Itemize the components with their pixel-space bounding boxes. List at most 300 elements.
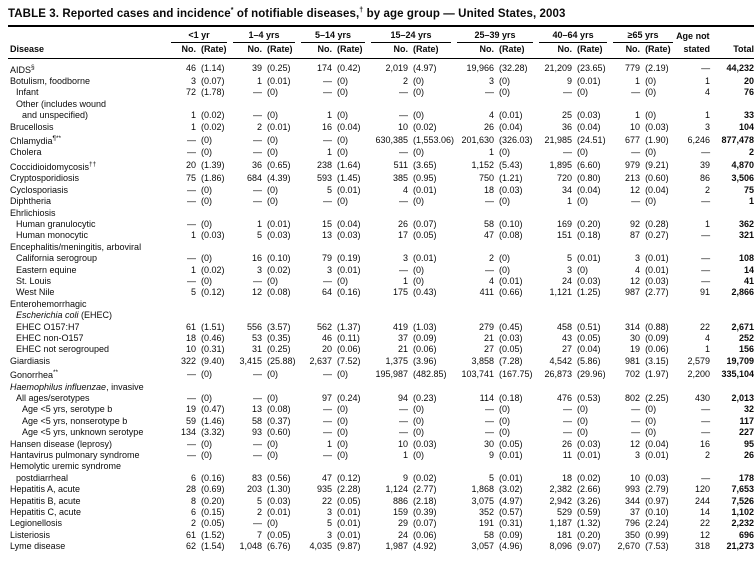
- no-cell: —: [631, 196, 641, 207]
- table-row: [8, 439, 754, 450]
- spacer-cell: [168, 310, 754, 321]
- rate-cell: (0): [267, 147, 278, 158]
- rate-cell: (0): [267, 438, 278, 449]
- total-cell: 4,870: [731, 160, 755, 171]
- rate-cell: (3.32): [201, 427, 225, 438]
- age-not-stated-cell: —: [701, 230, 711, 241]
- disease-cell: Hantavirus pulmonary syndrome: [10, 450, 140, 461]
- disease-cell: St. Louis: [16, 275, 52, 286]
- rate-cell: (167.75): [499, 368, 533, 379]
- table-row: [8, 461, 754, 472]
- no-cell: 684: [246, 173, 262, 184]
- total-cell: 3,506: [731, 173, 755, 184]
- disease-cell: Hepatitis C, acute: [10, 507, 82, 518]
- disease-cell: Age <5 yrs, serotype b: [22, 404, 113, 415]
- no-cell: 5: [567, 253, 573, 264]
- no-cell: 1: [635, 110, 641, 121]
- total-cell: 20: [744, 76, 755, 87]
- rate-cell: (0.05): [577, 332, 601, 343]
- no-cell: 2: [403, 76, 409, 87]
- no-cell: —: [323, 404, 332, 415]
- rate-cell: (1.37): [337, 321, 361, 332]
- rate-cell: (4.92): [413, 541, 437, 552]
- rate-cell: (3.15): [645, 355, 669, 366]
- no-cell: 7: [256, 529, 262, 540]
- rate-cell: (0.06): [413, 344, 437, 355]
- age-not-stated-cell: 1: [705, 344, 711, 355]
- disease-cell: Ehrlichiosis: [10, 207, 56, 218]
- rate-cell: (0): [337, 404, 348, 415]
- no-cell: 9: [567, 76, 573, 87]
- rate-cell: (0): [413, 415, 425, 426]
- rate-cell: (0.08): [499, 230, 523, 241]
- rate-cell: (2.19): [645, 63, 669, 74]
- no-cell: 181: [557, 529, 573, 540]
- title-text: TABLE 3. Reported cases and incidence: [8, 7, 231, 20]
- no-cell: 6: [190, 472, 196, 483]
- total-cell: 117: [739, 415, 755, 426]
- table-row: [8, 265, 754, 276]
- rate-cell: (0.06): [337, 344, 361, 355]
- no-cell: —: [399, 196, 409, 207]
- total-cell: 877,478: [721, 134, 755, 145]
- rate-cell: (0.03): [577, 275, 601, 286]
- no-cell: 10: [630, 121, 641, 132]
- disease-cell: Lyme disease: [10, 541, 66, 552]
- no-cell: 16: [321, 121, 332, 132]
- no-cell: 3,075: [471, 495, 495, 506]
- disease-cell: All ages/serotypes: [16, 393, 90, 404]
- no-cell: —: [253, 450, 262, 461]
- rate-cell: (7.52): [337, 355, 361, 366]
- no-cell: 13: [321, 230, 332, 241]
- rate-cell: (0.80): [577, 173, 601, 184]
- rate-cell: (0.09): [413, 332, 437, 343]
- no-cell: 279: [479, 321, 495, 332]
- rate-cell: (0.09): [499, 529, 523, 540]
- rate-cell: (0.07): [201, 76, 225, 87]
- footnote-marker: **: [53, 369, 59, 377]
- no-cell: —: [323, 427, 332, 438]
- no-cell: 1,868: [471, 484, 495, 495]
- no-cell: 1,987: [385, 541, 409, 552]
- rate-cell: (0): [201, 393, 212, 404]
- rate-cell: (3.65): [413, 160, 437, 171]
- col-header-rate: (Rate): [262, 43, 298, 58]
- no-cell: 3: [256, 264, 262, 275]
- no-cell: 46: [185, 63, 196, 74]
- no-cell: 12: [251, 287, 262, 298]
- age-not-stated-cell: —: [701, 63, 711, 74]
- rate-cell: (0): [413, 264, 425, 275]
- rate-cell: (0.31): [201, 344, 225, 355]
- no-cell: 46: [321, 332, 332, 343]
- disease-cell: Infant: [16, 87, 39, 98]
- no-cell: —: [253, 147, 262, 158]
- rate-cell: (0.46): [201, 332, 225, 343]
- no-cell: 1,124: [385, 484, 409, 495]
- rate-cell: (0.20): [577, 529, 601, 540]
- no-cell: —: [253, 184, 262, 195]
- total-cell: 252: [739, 332, 755, 343]
- rate-cell: (1.46): [201, 415, 225, 426]
- no-cell: 17: [398, 230, 409, 241]
- col-header-disease: Disease: [8, 43, 168, 58]
- rate-cell: (0.01): [267, 507, 291, 518]
- no-cell: 3: [326, 264, 332, 275]
- rate-cell: (0.03): [267, 495, 291, 506]
- no-cell: 134: [180, 427, 196, 438]
- age-not-stated-cell: 318: [695, 541, 711, 552]
- rate-cell: (1.14): [201, 63, 225, 74]
- total-cell: 1,102: [731, 507, 755, 518]
- no-cell: 21: [484, 332, 495, 343]
- no-cell: 20: [321, 344, 332, 355]
- rate-cell: (0.28): [645, 218, 669, 229]
- rate-cell: (0): [267, 393, 278, 404]
- total-cell: 7,526: [731, 495, 755, 506]
- rate-cell: (0): [337, 368, 348, 379]
- no-cell: —: [323, 450, 332, 461]
- no-cell: —: [485, 87, 495, 98]
- rate-cell: (0): [337, 450, 348, 461]
- rate-cell: (0): [577, 196, 589, 207]
- no-cell: 62: [185, 541, 196, 552]
- spacer-cell: [168, 299, 754, 310]
- no-cell: 20: [185, 160, 196, 171]
- total-cell: 1: [749, 196, 755, 207]
- no-cell: 58: [484, 218, 495, 229]
- total-cell: 44,232: [726, 63, 755, 74]
- rate-cell: (0.69): [201, 484, 225, 495]
- rate-cell: (0): [645, 196, 657, 207]
- no-cell: 93: [251, 427, 262, 438]
- total-cell: 21,273: [726, 541, 755, 552]
- total-cell: 104: [739, 121, 755, 132]
- age-not-stated-cell: 1: [705, 110, 711, 121]
- disease-cell: Haemophilus influenzae, invasive: [10, 381, 144, 392]
- rate-cell: (9.87): [337, 541, 361, 552]
- no-cell: —: [253, 393, 262, 404]
- table-row: [8, 196, 754, 207]
- col-header-rate: (Rate): [196, 43, 230, 58]
- age-group-label: 25–39 yrs: [457, 30, 533, 43]
- no-cell: —: [187, 438, 196, 449]
- rate-cell: (0.99): [645, 529, 669, 540]
- rate-cell: (0): [499, 76, 511, 87]
- age-not-stated-cell: 3: [705, 121, 711, 132]
- rate-cell: (0): [337, 438, 348, 449]
- rate-cell: (0.03): [499, 332, 523, 343]
- rate-cell: (0.97): [645, 495, 669, 506]
- no-cell: 53: [251, 332, 262, 343]
- table-row: [8, 219, 754, 230]
- no-cell: 213: [625, 173, 641, 184]
- no-cell: 24: [562, 275, 573, 286]
- no-cell: 2,019: [385, 63, 409, 74]
- rate-cell: (0.02): [267, 264, 291, 275]
- no-cell: 26: [484, 121, 495, 132]
- no-cell: 9: [489, 450, 495, 461]
- no-cell: 593: [316, 173, 332, 184]
- no-cell: —: [187, 184, 196, 195]
- rate-cell: (0.51): [577, 321, 601, 332]
- rate-cell: (0.60): [645, 173, 669, 184]
- rate-cell: (0.43): [413, 287, 437, 298]
- table-row: [8, 185, 754, 196]
- no-cell: 886: [392, 495, 409, 506]
- no-cell: 8,096: [549, 541, 573, 552]
- no-cell: —: [631, 427, 641, 438]
- rate-cell: (0): [267, 518, 278, 529]
- no-cell: 36: [251, 160, 262, 171]
- no-cell: 5: [326, 184, 332, 195]
- no-cell: 4,542: [549, 355, 573, 366]
- rate-cell: (0): [267, 196, 278, 207]
- no-cell: 2: [190, 518, 196, 529]
- rate-cell: (0): [499, 87, 511, 98]
- rate-cell: (0.12): [201, 287, 225, 298]
- no-cell: —: [253, 196, 262, 207]
- rate-cell: (29.96): [577, 368, 606, 379]
- no-cell: 97: [321, 393, 332, 404]
- col-header-no: No.: [536, 43, 572, 58]
- rate-cell: (0): [337, 134, 348, 145]
- header-spacer: [8, 26, 168, 43]
- rate-cell: (0.01): [645, 253, 669, 264]
- no-cell: 201,630: [461, 134, 495, 145]
- col-header-stated: stated: [676, 43, 710, 58]
- rate-cell: (0): [499, 427, 511, 438]
- no-cell: 979: [625, 160, 641, 171]
- age-not-stated-cell: —: [701, 253, 711, 264]
- no-cell: —: [631, 404, 641, 415]
- rate-cell: (2.24): [645, 518, 669, 529]
- disease-cell: Escherichia coli (EHEC): [16, 310, 113, 321]
- age-group-label: <1 yr: [171, 30, 227, 43]
- no-cell: 114: [479, 393, 495, 404]
- table-row: [8, 416, 754, 427]
- table-row: [8, 507, 754, 518]
- table-row: [8, 356, 754, 367]
- no-cell: 1,121: [549, 287, 573, 298]
- no-cell: 630,385: [375, 134, 409, 145]
- no-cell: 83: [251, 472, 262, 483]
- no-cell: 61: [185, 321, 196, 332]
- rate-cell: (0): [337, 110, 348, 121]
- table-row: [8, 276, 754, 287]
- no-cell: 36: [562, 121, 573, 132]
- table-row: [8, 367, 754, 381]
- rate-cell: (9.07): [577, 541, 601, 552]
- no-cell: 159: [392, 507, 409, 518]
- no-cell: —: [485, 404, 495, 415]
- rate-cell: (0): [577, 87, 589, 98]
- no-cell: —: [253, 438, 262, 449]
- no-cell: 31: [251, 344, 262, 355]
- rate-cell: (0): [577, 147, 589, 158]
- no-cell: 702: [625, 368, 641, 379]
- table-row: [8, 122, 754, 133]
- no-cell: 1: [256, 218, 262, 229]
- no-cell: —: [187, 253, 196, 264]
- no-cell: 1: [190, 121, 196, 132]
- no-cell: —: [323, 87, 332, 98]
- table-row: [8, 208, 754, 219]
- no-cell: 677: [625, 134, 641, 145]
- no-cell: 2,942: [549, 495, 573, 506]
- total-cell: 156: [739, 344, 755, 355]
- age-not-stated-cell: —: [701, 275, 711, 286]
- rate-cell: (0.37): [267, 415, 291, 426]
- age-not-stated-cell: 430: [695, 393, 711, 404]
- no-cell: —: [253, 368, 262, 379]
- total-cell: 32: [744, 404, 755, 415]
- col-header-total: Total: [710, 43, 754, 58]
- rate-cell: (0.11): [337, 332, 360, 343]
- no-cell: —: [563, 415, 573, 426]
- no-cell: —: [253, 110, 262, 121]
- no-cell: 556: [246, 321, 262, 332]
- rate-cell: (1.39): [201, 160, 225, 171]
- no-cell: 11: [562, 450, 573, 461]
- no-cell: —: [399, 415, 409, 426]
- total-cell: 14: [744, 264, 755, 275]
- disease-cell: Gonorrhea**: [10, 369, 59, 381]
- rate-cell: (0): [413, 196, 425, 207]
- no-cell: 47: [321, 472, 332, 483]
- no-cell: 458: [557, 321, 573, 332]
- rate-cell: (0.57): [499, 507, 523, 518]
- table-row: [8, 76, 754, 87]
- rate-cell: (0.03): [645, 472, 669, 483]
- no-cell: —: [399, 404, 409, 415]
- title-text: of notifiable diseases,: [233, 7, 360, 20]
- rate-cell: (0): [201, 184, 212, 195]
- no-cell: 1: [489, 147, 495, 158]
- rate-cell: (0): [413, 147, 425, 158]
- no-cell: 5: [256, 230, 262, 241]
- no-cell: 191: [479, 518, 495, 529]
- no-cell: —: [187, 134, 196, 145]
- disease-cell: Enterohemorrhagic: [10, 298, 87, 309]
- col-header-no: No.: [610, 43, 640, 58]
- rate-cell: (0.23): [413, 393, 437, 404]
- notifiable-diseases-table: [8, 25, 754, 553]
- col-header-rate: (Rate): [494, 43, 536, 58]
- rate-cell: (0): [577, 427, 589, 438]
- no-cell: —: [323, 76, 332, 87]
- disease-cell: EHEC non-O157: [16, 332, 84, 343]
- rate-cell: (1.52): [201, 529, 225, 540]
- no-cell: —: [253, 275, 262, 286]
- age-not-stated-cell: 22: [700, 321, 711, 332]
- no-cell: —: [253, 87, 262, 98]
- no-cell: 29: [398, 518, 409, 529]
- no-cell: 1: [190, 230, 196, 241]
- col-group-15-24yrs: [368, 26, 454, 43]
- rate-cell: (0.01): [577, 253, 601, 264]
- no-cell: 3: [635, 450, 641, 461]
- col-header-no: No.: [298, 43, 332, 58]
- rate-cell: (0.01): [645, 264, 669, 275]
- no-cell: —: [323, 275, 332, 286]
- no-cell: —: [187, 147, 196, 158]
- rate-cell: (0.24): [337, 393, 361, 404]
- no-cell: 935: [316, 484, 332, 495]
- no-cell: 511: [393, 160, 409, 171]
- no-cell: 314: [625, 321, 641, 332]
- rate-cell: (0.20): [577, 218, 601, 229]
- no-cell: 3: [489, 76, 495, 87]
- rate-cell: (3.57): [267, 321, 291, 332]
- rate-cell: (1,553.06): [413, 134, 455, 145]
- total-cell: 26: [744, 450, 755, 461]
- table-row: [8, 287, 754, 298]
- table-row: [8, 382, 754, 393]
- rate-cell: (0.03): [413, 438, 437, 449]
- no-cell: 1,375: [385, 355, 409, 366]
- rate-cell: (0.42): [337, 63, 361, 74]
- rate-cell: (0): [645, 110, 657, 121]
- rate-cell: (0.39): [413, 507, 437, 518]
- rate-cell: (0.01): [499, 450, 523, 461]
- rate-cell: (0.03): [645, 121, 669, 132]
- rate-cell: (0): [267, 87, 278, 98]
- no-cell: 2,670: [617, 541, 641, 552]
- rate-cell: (2.77): [645, 287, 669, 298]
- rate-cell: (0.05): [499, 438, 523, 449]
- rate-cell: (0): [201, 253, 212, 264]
- table-row: [8, 110, 754, 121]
- disease-cell: EHEC not serogrouped: [16, 344, 110, 355]
- rate-cell: (0.05): [337, 495, 361, 506]
- disease-cell: Listeriosis: [10, 529, 51, 540]
- age-group-label: 5–14 yrs: [301, 30, 365, 43]
- no-cell: 22: [321, 495, 332, 506]
- disease-cell: Eastern equine: [16, 264, 77, 275]
- no-cell: 8: [190, 495, 196, 506]
- rate-cell: (2.28): [337, 484, 361, 495]
- rate-cell: (0): [267, 275, 278, 286]
- no-cell: —: [563, 87, 573, 98]
- no-cell: 4: [489, 110, 495, 121]
- rate-cell: (2.66): [577, 484, 601, 495]
- table-row: [8, 473, 754, 484]
- rate-cell: (0.66): [499, 287, 523, 298]
- disease-cell: West Nile: [16, 287, 55, 298]
- rate-cell: (0): [337, 196, 348, 207]
- no-cell: 39: [251, 63, 262, 74]
- age-not-stated-cell: 2,200: [687, 368, 711, 379]
- no-cell: 28: [185, 484, 196, 495]
- rate-cell: (0.03): [337, 230, 361, 241]
- rate-cell: (0.04): [577, 344, 601, 355]
- no-cell: —: [631, 415, 641, 426]
- rate-cell: (0.16): [337, 287, 361, 298]
- no-cell: 1: [403, 450, 409, 461]
- rate-cell: (0.06): [645, 344, 669, 355]
- no-cell: 411: [479, 287, 495, 298]
- rate-cell: (0): [201, 275, 212, 286]
- age-not-stated-cell: 16: [700, 438, 711, 449]
- age-not-stated-cell: 244: [695, 495, 711, 506]
- rate-cell: (0): [577, 404, 589, 415]
- no-cell: 2,637: [309, 355, 332, 366]
- rate-cell: (0): [645, 87, 657, 98]
- table-row: [8, 147, 754, 158]
- age-not-stated-cell: 2: [705, 450, 711, 461]
